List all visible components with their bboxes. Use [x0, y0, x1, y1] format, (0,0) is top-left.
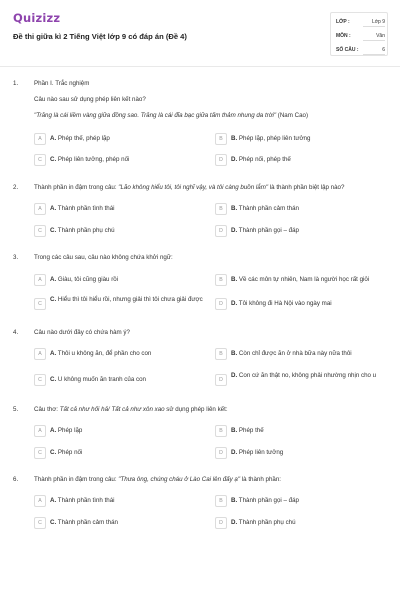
option-d[interactable]: D D. Phép nối, phép thế	[215, 154, 390, 170]
question-text: Câu nào sau sử dụng phép liên kết nào?	[34, 96, 146, 103]
meta-count-value: 6	[363, 46, 385, 55]
meta-grade-value: Lớp 9	[363, 18, 385, 27]
question-number: 2.	[13, 184, 19, 191]
option-b[interactable]: B B. Thành phần gọi – đáp	[215, 495, 390, 511]
option-letter: D	[215, 298, 227, 310]
option-letter: A	[34, 495, 46, 507]
option-letter: A	[34, 274, 46, 286]
option-letter: C	[34, 374, 46, 386]
option-letter: C	[34, 517, 46, 529]
option-a[interactable]: A A. Phép thế, phép lặp	[34, 133, 209, 149]
option-letter: D	[215, 447, 227, 459]
option-letter: D	[215, 225, 227, 237]
meta-count-label: SỐ CÂU :	[336, 47, 359, 53]
meta-grade-label: LỚP :	[336, 19, 350, 25]
option-d[interactable]: D D. Tôi không đi Hà Nội vào ngày mai	[215, 298, 390, 314]
option-a[interactable]: A A. Phép lặp	[34, 425, 209, 441]
option-letter: C	[34, 154, 46, 166]
page-title: Đề thi giữa kì 2 Tiếng Việt lớp 9 có đáp án (Đề 4)	[13, 32, 187, 41]
option-d[interactable]: D D. Thành phần gọi – đáp	[215, 225, 390, 241]
option-letter: B	[215, 495, 227, 507]
option-c[interactable]: C C. Phép nối	[34, 447, 209, 463]
question-text: Câu thơ: Tất cả như hối hả/ Tất cả như xôn xao sử dụng phép liên kết:	[34, 406, 228, 413]
question-text: Thành phần in đậm trong câu: "Thưa ông, chúng cháu ở Lào Cai lên đấy ạ" là thành phần:	[34, 476, 282, 483]
question-text: Trong các câu sau, câu nào không chứa khởi ngữ:	[34, 254, 173, 261]
option-letter: D	[215, 517, 227, 529]
option-b[interactable]: B B. Còn chỉ được ăn ở nhà bữa này nữa thôi	[215, 348, 390, 364]
header-divider	[0, 66, 400, 67]
question-number: 3.	[13, 254, 19, 261]
meta-box	[330, 12, 388, 56]
question-text: Thành phần in đậm trong câu: "Lão không hiểu tôi, tôi nghĩ vậy, và tôi càng buồn lắm" là thành phần biệt lập nào?	[34, 184, 345, 191]
meta-subject	[331, 29, 389, 43]
option-b[interactable]: B B. Phép thế	[215, 425, 390, 441]
meta-subject-value: Văn	[363, 32, 385, 41]
option-letter: A	[34, 133, 46, 145]
option-b[interactable]: B B. Thành phần cảm thán	[215, 203, 390, 219]
option-c[interactable]: C C. Hiểu thì tôi hiểu rồi, nhưng giải thì tôi chưa giải được	[34, 298, 209, 314]
quote-author: (Nam Cao)	[276, 112, 309, 119]
meta-grade	[331, 15, 389, 29]
option-letter: B	[215, 274, 227, 286]
option-d[interactable]: D D. Con cứ ăn thật no, không phải nhường nhịn cho u	[215, 374, 390, 390]
option-letter: D	[215, 374, 227, 386]
option-letter: B	[215, 133, 227, 145]
option-c[interactable]: C C. U không muốn ăn tranh của con	[34, 374, 209, 390]
option-a[interactable]: A A. Thành phần tình thái	[34, 203, 209, 219]
option-d[interactable]: D D. Thành phần phụ chú	[215, 517, 390, 533]
option-d[interactable]: D D. Phép liên tưởng	[215, 447, 390, 463]
option-letter: C	[34, 225, 46, 237]
question-text: Câu nào dưới đây có chứa hàm ý?	[34, 329, 130, 336]
option-letter: D	[215, 154, 227, 166]
option-letter: B	[215, 348, 227, 360]
option-b[interactable]: B B. Về các môn tự nhiên, Nam là người học rất giỏi	[215, 274, 390, 290]
worksheet-header	[0, 0, 400, 64]
option-a[interactable]: A A. Giàu, tôi cũng giàu rồi	[34, 274, 209, 290]
question-number: 4.	[13, 329, 19, 336]
quizizz-logo: Quizizz	[13, 11, 61, 25]
section-heading: Phần I. Trắc nghiệm	[34, 80, 90, 87]
option-c[interactable]: C C. Thành phần phụ chú	[34, 225, 209, 241]
option-b[interactable]: B B. Phép lặp, phép liên tưởng	[215, 133, 390, 149]
option-letter: A	[34, 203, 46, 215]
option-c[interactable]: C C. Thành phần cảm thán	[34, 517, 209, 533]
quote-text: "Trăng là cái liềm vàng giữa đồng sao. Trăng là cái đĩa bạc giữa tấm thảm nhung da trời"	[34, 112, 277, 119]
meta-count	[331, 43, 389, 57]
option-a[interactable]: A A. Thôi u không ăn, để phần cho con	[34, 348, 209, 364]
option-letter: B	[215, 203, 227, 215]
meta-subject-label: MÔN :	[336, 33, 351, 39]
option-letter: B	[215, 425, 227, 437]
option-letter: A	[34, 425, 46, 437]
option-letter: A	[34, 348, 46, 360]
option-letter: C	[34, 447, 46, 459]
question-number: 6.	[13, 476, 19, 483]
question-number: 5.	[13, 406, 19, 413]
question-number: 1.	[13, 80, 19, 87]
option-a[interactable]: A A. Thành phần tình thái	[34, 495, 209, 511]
question-quote	[34, 112, 384, 120]
option-c[interactable]: C C. Phép liên tưởng, phép nối	[34, 154, 209, 170]
option-letter: C	[34, 298, 46, 310]
